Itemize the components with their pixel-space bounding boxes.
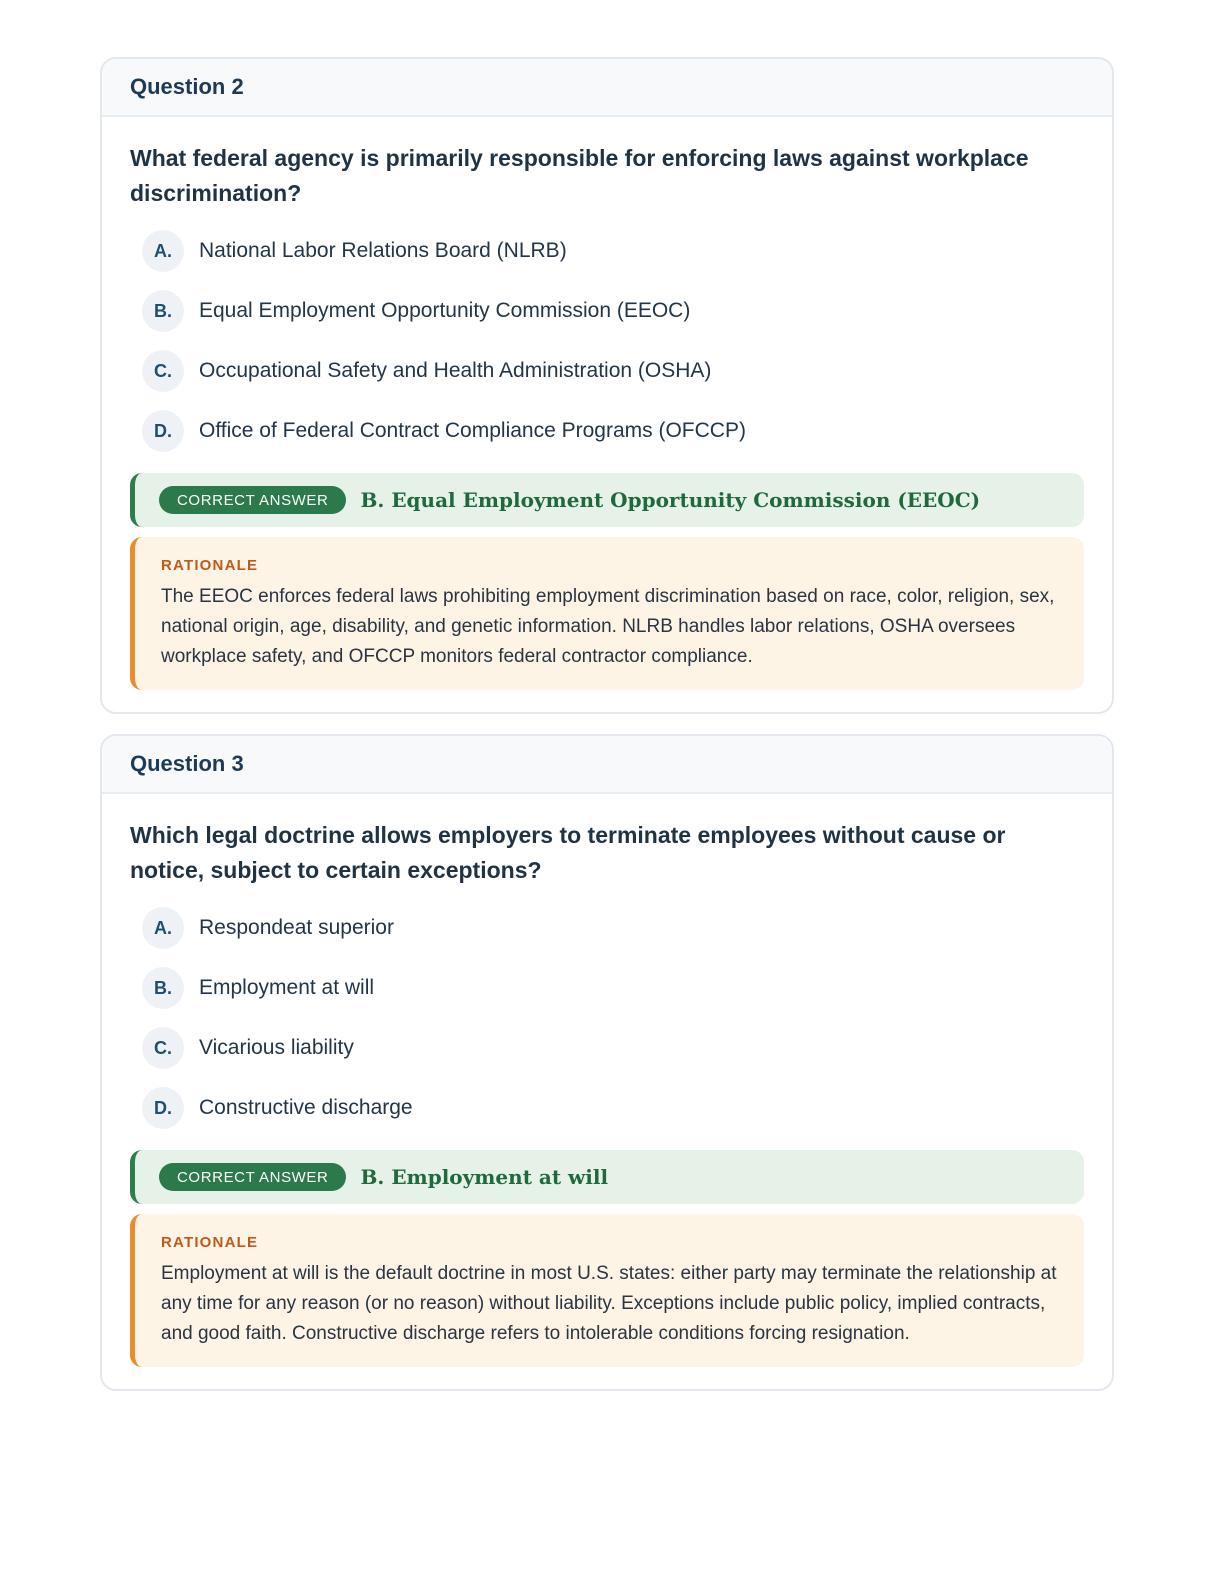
question-text: Which legal doctrine allows employers to terminate employees without cause or notice, subject to certain exceptions? [130, 822, 1006, 883]
option-text: Occupational Safety and Health Administration (OSHA) [199, 359, 712, 382]
option-c [142, 341, 1084, 401]
option-text: Employment at will [199, 976, 375, 999]
question-text: What federal agency is primarily responsible for enforcing laws against workplace discrimination? [130, 145, 1029, 206]
question-title: Question 3 [130, 751, 244, 776]
correct-answer-text: B. Equal Employment Opportunity Commission (EEOC) [360, 488, 981, 512]
option-a [142, 221, 1084, 281]
options-list [130, 221, 1084, 461]
correct-answer-badge: CORRECT ANSWER [159, 1163, 346, 1191]
option-d [142, 1078, 1084, 1138]
option-text: Equal Employment Opportunity Commission (EEOC) [199, 299, 691, 322]
question-title: Question 2 [130, 74, 244, 99]
correct-answer-box [130, 1150, 1084, 1204]
option-c [142, 1018, 1084, 1078]
rationale-text: Employment at will is the default doctrine in most U.S. states: either party may terminate the relationship at any time for any reason (or no reason) without liability. Exceptions include public policy, implied contracts, and good faith. Constructive discharge refers to intolerable conditions forcing resignation. [161, 1263, 1057, 1344]
option-letter: A. [142, 230, 184, 272]
options-list [130, 898, 1084, 1138]
rationale-label: RATIONALE [161, 1234, 259, 1251]
correct-answer-text: B. Employment at will [360, 1165, 609, 1189]
rationale-box [130, 1214, 1084, 1367]
option-text: Office of Federal Contract Compliance Programs (OFCCP) [199, 419, 746, 442]
option-text: Respondeat superior [199, 916, 394, 939]
option-letter: B. [142, 967, 184, 1009]
option-b [142, 281, 1084, 341]
option-text: Vicarious liability [199, 1036, 354, 1059]
option-letter: B. [142, 290, 184, 332]
question-body [102, 117, 1112, 712]
option-letter: C. [142, 350, 184, 392]
option-d [142, 401, 1084, 461]
question-body [102, 794, 1112, 1389]
option-letter: D. [142, 410, 184, 452]
option-b [142, 958, 1084, 1018]
question-card [100, 57, 1114, 714]
correct-answer-box [130, 473, 1084, 527]
question-header [102, 59, 1112, 117]
option-text: National Labor Relations Board (NLRB) [199, 239, 567, 262]
option-text: Constructive discharge [199, 1096, 413, 1119]
rationale-text: The EEOC enforces federal laws prohibiting employment discrimination based on race, color, religion, sex, national origin, age, disability, and genetic information. NLRB handles labor relations, OSHA oversees workplace safety, and OFCCP monitors federal contractor compliance. [161, 586, 1055, 667]
option-letter: C. [142, 1027, 184, 1069]
rationale-label: RATIONALE [161, 557, 259, 574]
question-card [100, 734, 1114, 1391]
rationale-box [130, 537, 1084, 690]
option-letter: D. [142, 1087, 184, 1129]
correct-answer-badge: CORRECT ANSWER [159, 486, 346, 514]
quiz-page [100, 57, 1114, 1411]
question-header [102, 736, 1112, 794]
option-letter: A. [142, 907, 184, 949]
option-a [142, 898, 1084, 958]
